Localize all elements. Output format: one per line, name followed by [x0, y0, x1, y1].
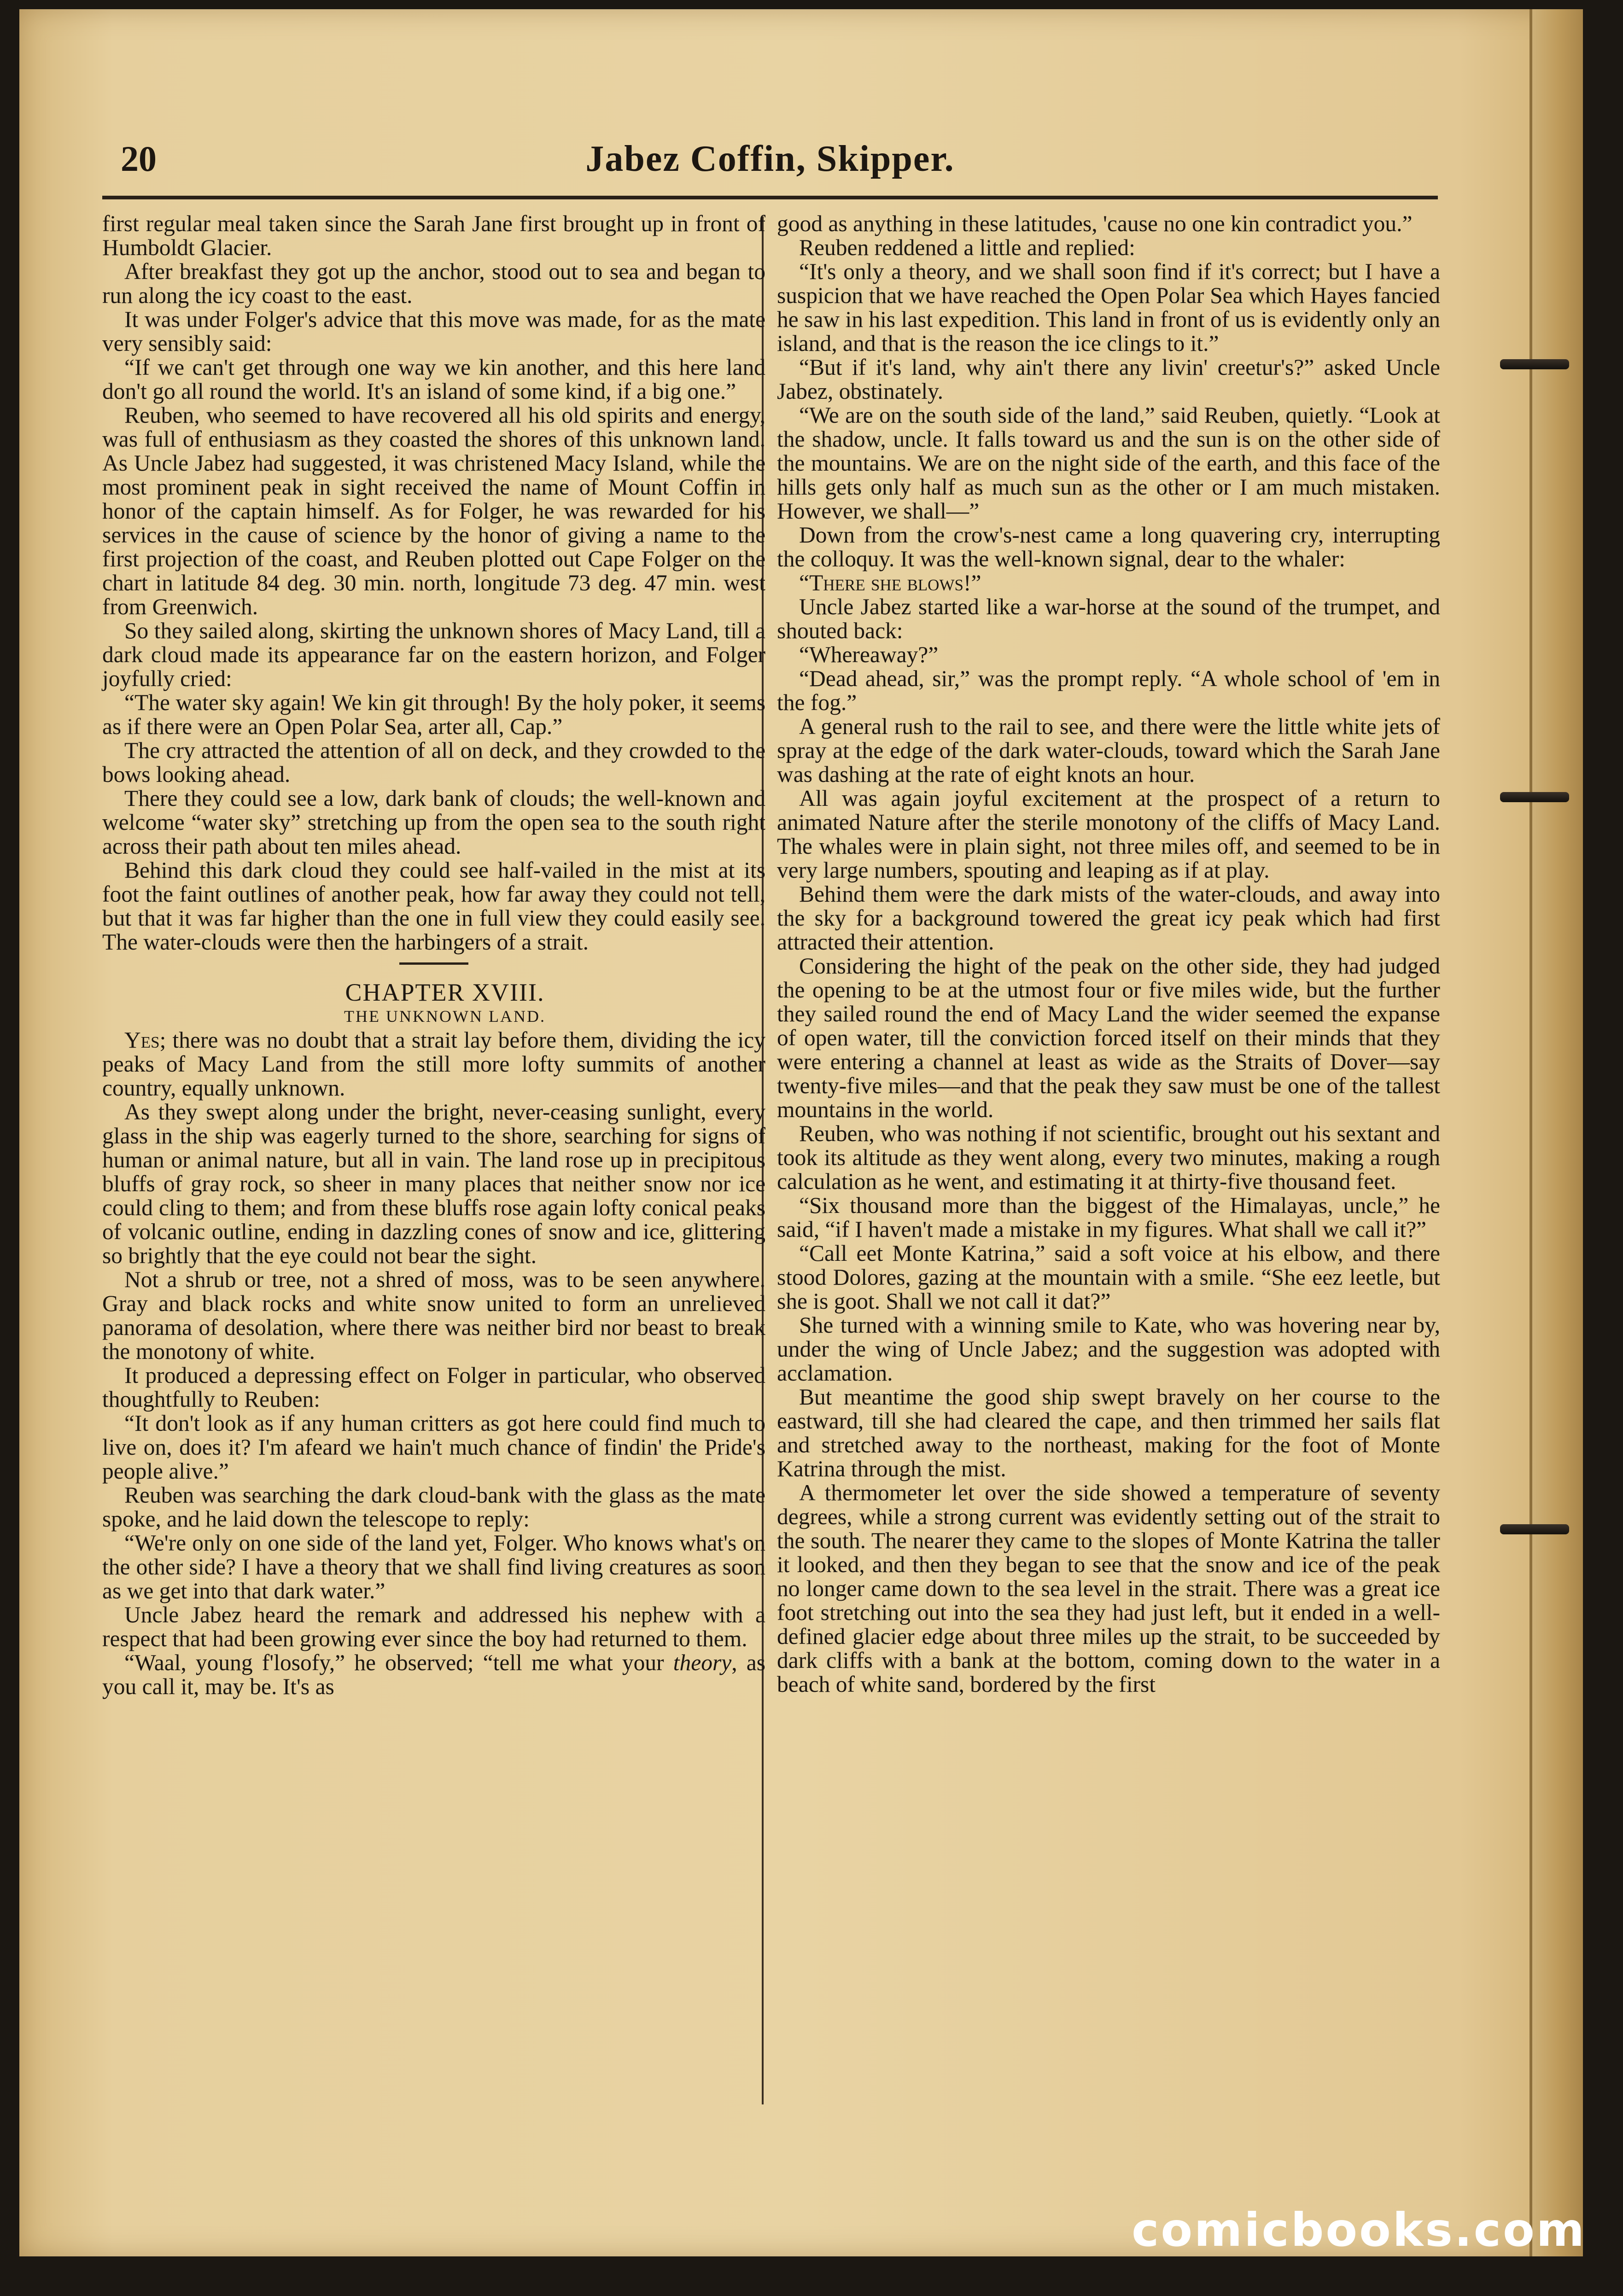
- left-column: [102, 212, 765, 1699]
- paragraph: Considering the hight of the peak on the other side, they had judged the opening to be at the utmost four or five miles wide, but the further they sailed round the end of Macy Land the wider seemed the expanse of open water, till the conviction forced itself on their minds that they were entering a channel at least as wide as the Straits of Dover—say twenty-five miles—and that the peak they saw must be one of the tallest mountains in the world.: [777, 953, 1440, 1122]
- paragraph: Reuben was searching the dark cloud-bank with the glass as the mate spoke, and he laid down the telescope to reply:: [102, 1482, 765, 1532]
- paragraph: After breakfast they got up the anchor, stood out to sea and began to run along the icy coast to the east.: [102, 259, 765, 308]
- paragraph: Reuben, who was nothing if not scientific, brought out his sextant and took its altitude as they went along, every two minutes, making a rough calculation as he went, and estimating it at thirty-five thousand feet.: [777, 1121, 1440, 1194]
- page-number: 20: [121, 139, 157, 179]
- paragraph-exclamation: “There she blows!”: [799, 570, 981, 595]
- paragraph: good as anything in these latitudes, 'cause no one kin contradict you.”: [777, 211, 1413, 236]
- paragraph: There they could see a low, dark bank of clouds; the well-known and welcome “water sky” stretching up from the open sea to the south right across their path about ten miles ahead.: [102, 786, 765, 859]
- text-run: “Waal, young f'losofy,” he observed; “tell me what your: [124, 1650, 673, 1675]
- paragraph: Reuben reddened a little and replied:: [799, 235, 1135, 260]
- paragraph: “Call eet Monte Katrina,” said a soft voice at his elbow, and there stood Dolores, gazing at the mountain with a smile. “She eez leetle, but she is goot. Shall we not call it dat?”: [777, 1241, 1440, 1314]
- paragraph: Uncle Jabez heard the remark and addressed his nephew with a respect that had been growing ever since the boy had returned to them.: [102, 1602, 765, 1651]
- paragraph: Not a shrub or tree, not a shred of moss, was to be seen anywhere. Gray and black rocks and white snow united to form an unrelieved panorama of desolation, where there was neither bird nor beast to break the monotony of white.: [102, 1267, 765, 1364]
- text-run: , as you call it, may be. It's as: [102, 1650, 766, 1699]
- paragraph: Behind them were the dark mists of the water-clouds, and away into the sky for a background towered the great icy peak which had first attracted their attention.: [777, 881, 1440, 955]
- drop-word: Yes: [124, 1027, 160, 1053]
- paragraph: A thermometer let over the side showed a temperature of seventy degrees, while a strong current was evidently setting out of the strait to the south. The nearer they came to the slopes of Monte Katrina the taller it looked, and then they began to see that the snow and ice of the peak no longer came down to the sea level in the strait. There was a great ice foot stretching out into the sea they had just left, but it ended in a well-defined glacier edge about three miles up the strait, to be succeeded by dark cliffs with a bank at the bottom, coming down to the water in a beach of white sand, bordered by the first: [777, 1480, 1440, 1697]
- page-spine: [1530, 9, 1583, 2256]
- running-title: Jabez Coffin, Skipper.: [585, 139, 955, 179]
- italic-word: theory: [673, 1650, 732, 1675]
- paragraph: “If we can't get through one way we kin another, and this here land don't go all round the world. It's an island of some kind, if a big one.”: [102, 355, 765, 404]
- paragraph: first regular meal taken since the Sarah Jane first brought up in front of Humboldt Glacier.: [102, 211, 765, 260]
- paragraph: It was under Folger's advice that this move was made, for as the mate very sensibly said:: [102, 307, 765, 356]
- paragraph: “It don't look as if any human critters as got here could find much to live on, does it? I'm afeard we hain't much chance of findin' the Pride's people alive.”: [102, 1410, 765, 1484]
- paragraph: Behind this dark cloud they could see half-vailed in the mist at its foot the faint outlines of another peak, how far away they could not tell, but that it was far higher than the one in full view they could easily see. The water-clouds were then the harbingers of a strait.: [102, 857, 765, 955]
- paragraph: Down from the crow's-nest came a long quavering cry, interrupting the colloquy. It was the well-known signal, dear to the whaler:: [777, 522, 1440, 571]
- paragraph: “The water sky again! We kin git through! By the holy poker, it seems as if there were an Open Polar Sea, arter all, Cap.”: [102, 690, 765, 739]
- paragraph: “Whereaway?”: [799, 642, 939, 667]
- paragraph: It produced a depressing effect on Folger in particular, who observed thoughtfully to Reuben:: [102, 1363, 765, 1412]
- paragraph: “Six thousand more than the biggest of the Himalayas, uncle,” he said, “if I haven't made a mistake in my figures. What shall we call it?”: [777, 1193, 1440, 1242]
- paragraph: As they swept along under the bright, never-ceasing sunlight, every glass in the ship was eagerly turned to the shore, searching for signs of human or animal nature, but all in vain. The land rose up in precipitous bluffs of gray rock, so sheer in many places that neither snow nor ice could cling to them; and from these bluffs rose again lofty conical peaks of volcanic outline, ending in dazzling cones of snow and ice, glittering so brightly that the eye could not bear the sight.: [102, 1099, 765, 1268]
- site-watermark: comicbooks.com: [1132, 2203, 1586, 2257]
- paragraph: Reuben, who seemed to have recovered all his old spirits and energy, was full of enthusiasm as they coasted the shores of this unknown land. As Uncle Jabez had suggested, it was christened Macy Island, while the most prominent peak in sight received the name of Mount Coffin in honor of the captain himself. As for Folger, he was rewarded for his services in the cause of science by the honor of giving a name to the first projection of the coast, and Reuben plotted out Cape Folger on the chart in latitude 84 deg. 30 min. north, longitude 73 deg. 47 min. west from Greenwich.: [102, 402, 765, 619]
- paragraph: “But if it's land, why ain't there any livin' creetur's?” asked Uncle Jabez, obstinately.: [777, 355, 1440, 404]
- section-rule: [399, 962, 468, 965]
- paragraph: [102, 1651, 765, 1699]
- paragraph: “It's only a theory, and we shall soon find if it's correct; but I have a suspicion that we have reached the Open Polar Sea which Hayes fancied he saw in his last expedition. This land in front of us is evidently only an island, and that is the reason the ice clings to it.”: [777, 259, 1440, 356]
- chapter-subheading: THE UNKNOWN LAND.: [344, 1007, 546, 1026]
- paragraph: The cry attracted the attention of all on deck, and they crowded to the bows looking ahead.: [102, 738, 765, 787]
- opening-text: ; there was no doubt that a strait lay before them, dividing the icy peaks of Macy Land from the still more lofty summits of another country, equally unknown.: [102, 1027, 765, 1101]
- paragraph: “We are on the south side of the land,” said Reuben, quietly. “Look at the shadow, uncle. It falls toward us and the sun is on the other side of the mountains. We are on the night side of the earth, and this face of the hills gets only half as much sun as the other or I am much mistaken. However, we shall—”: [777, 402, 1440, 524]
- paragraph: She turned with a winning smile to Kate, who was hovering near by, under the wing of Uncle Jabez; and the suggestion was adopted with acclamation.: [777, 1312, 1440, 1386]
- magazine-page: [19, 9, 1583, 2256]
- paragraph: “We're only on one side of the land yet, Folger. Who knows what's on the other side? I have a theory that we shall find living creatures as soon as we get into that dark water.”: [102, 1530, 765, 1603]
- right-column: [777, 212, 1440, 1696]
- paragraph: So they sailed along, skirting the unknown shores of Macy Land, till a dark cloud made its appearance far on the eastern horizon, and Folger joyfully cried:: [102, 618, 765, 691]
- paragraph: But meantime the good ship swept bravely on her course to the eastward, till she had cleared the cape, and then trimmed her sails flat and stretched away to the northeast, making for the foot of Monte Katrina through the mist.: [777, 1384, 1440, 1481]
- chapter-opening-paragraph: [102, 1028, 765, 1100]
- chapter-heading: CHAPTER XVIII.: [345, 979, 545, 1006]
- paragraph: “Dead ahead, sir,” was the prompt reply. “A whole school of 'em in the fog.”: [777, 666, 1440, 715]
- paragraph: A general rush to the rail to see, and there were the little white jets of spray at the edge of the dark water-clouds, toward which the Sarah Jane was dashing at the rate of eight knots an hour.: [777, 714, 1440, 787]
- header-rule: [102, 196, 1438, 199]
- staple: [1500, 359, 1569, 369]
- staple: [1500, 1524, 1569, 1534]
- page-header: [102, 134, 1438, 193]
- paragraph: All was again joyful excitement at the prospect of a return to animated Nature after the sterile monotony of the cliffs of Macy Land. The whales were in plain sight, not three miles off, and seemed to be in very large numbers, spouting and leaping as if at play.: [777, 786, 1440, 883]
- paragraph: Uncle Jabez started like a war-horse at the sound of the trumpet, and shouted back:: [777, 594, 1440, 643]
- staple: [1500, 792, 1569, 802]
